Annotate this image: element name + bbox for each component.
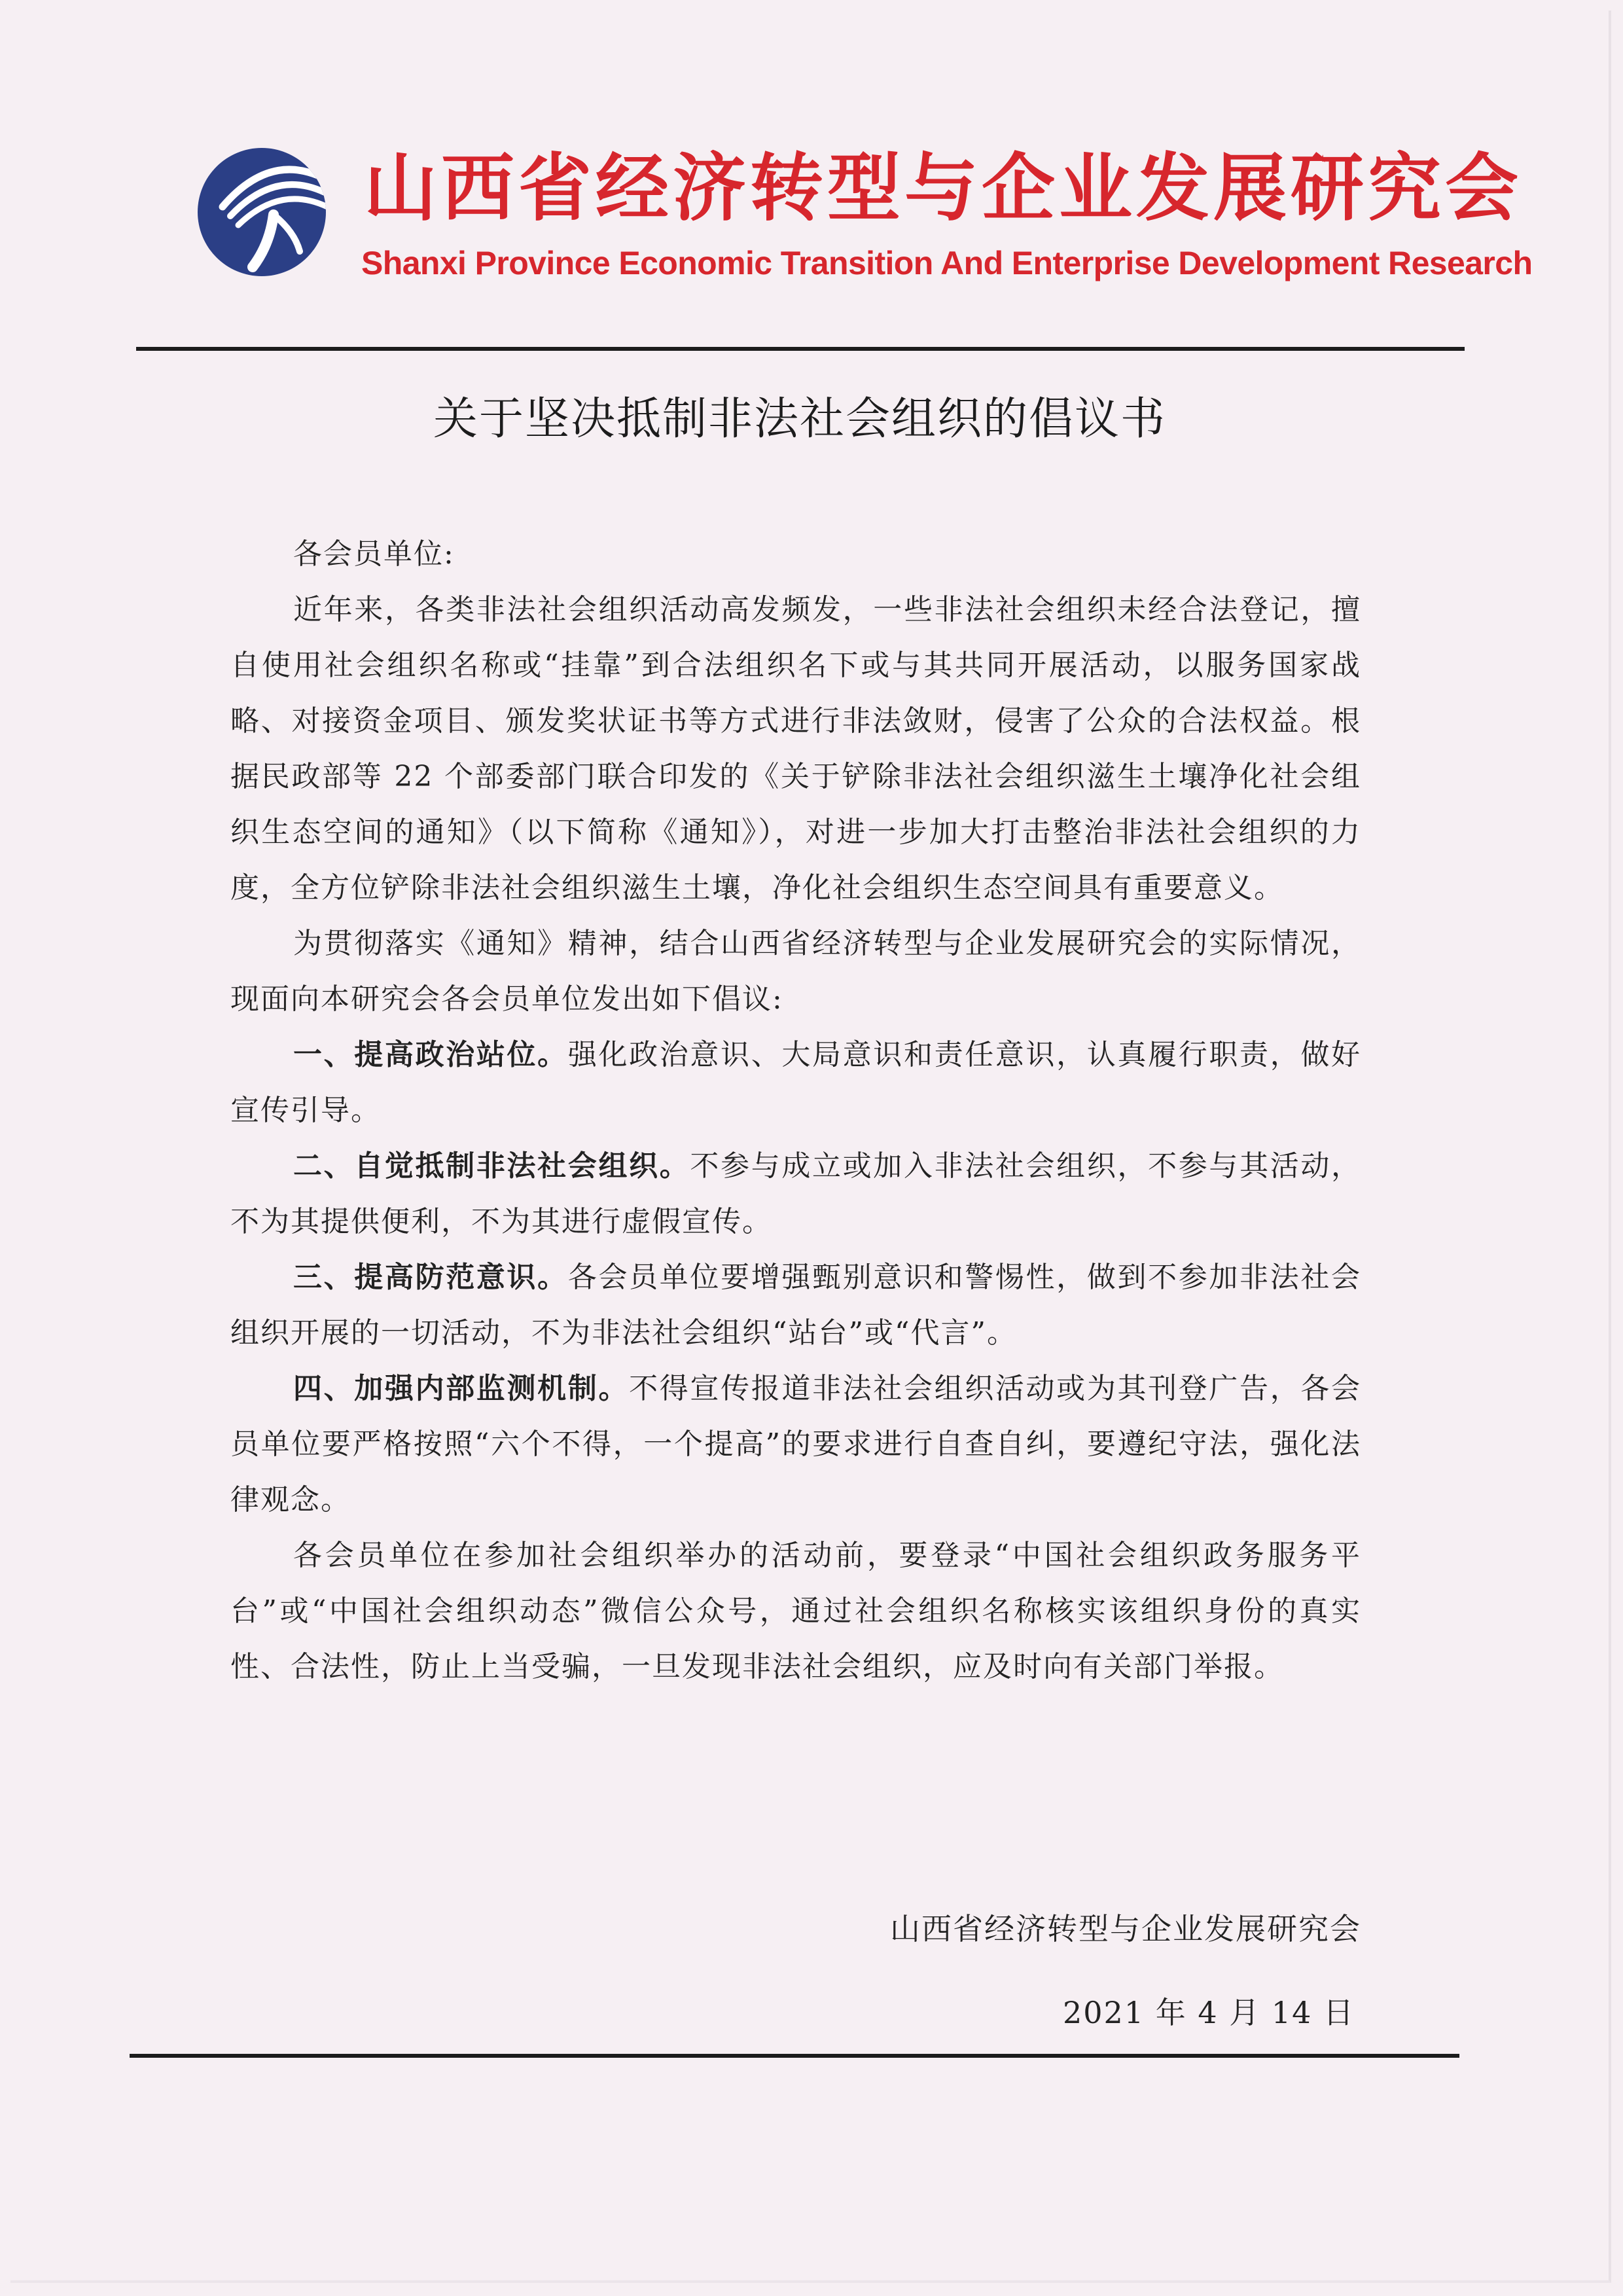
proposal-item-1 xyxy=(230,1027,1361,1138)
proposal-item-3 xyxy=(230,1249,1361,1361)
organization-logo-icon xyxy=(196,147,327,278)
proposal-item-2-heading: 二、自觉抵制非法社会组织。 xyxy=(293,1149,690,1183)
salutation: 各会员单位: xyxy=(293,537,455,571)
header-divider xyxy=(136,347,1465,351)
paragraph-closing: 各会员单位在参加社会组织举办的活动前，要登录“中国社会组织政务服务平台”或“中国社会组织动态”微信公众号，通过社会组织名称核实该组织身份的真实性、合法性，防止上当受骗，一旦发现非法社会组织，应及时向有关部门举报。 xyxy=(230,1539,1361,1683)
proposal-item-2 xyxy=(230,1138,1361,1249)
proposal-item-1-text: 强化政治意识、大局意识和责任意识，认真履行职责，做好宣传引导。 xyxy=(230,1038,1362,1127)
proposal-item-4-heading: 四、加强内部监测机制。 xyxy=(293,1372,630,1405)
proposal-item-3-heading: 三、提高防范意识。 xyxy=(293,1261,568,1294)
footer-divider xyxy=(130,2054,1459,2058)
proposal-item-4 xyxy=(230,1361,1361,1528)
signature-date: 2021 年 4 月 14 日 xyxy=(1063,1995,1355,2030)
organization-name-english: Shanxi Province Economic Transition And Enterprise Development Research xyxy=(361,245,1533,281)
proposal-item-4-text: 不得宣传报道非法社会组织活动或为其刊登广告，各会员单位要严格按照“六个不得，一个提高”的要求进行自查自纠，要遵纪守法，强化法律观念。 xyxy=(230,1372,1362,1516)
document-title: 关于坚决抵制非法社会组织的倡议书 xyxy=(433,393,1166,445)
proposal-item-3-text: 各会员单位要增强甄别意识和警惕性，做到不参加非法社会组织开展的一切活动，不为非法社会组织“站台”或“代言”。 xyxy=(230,1261,1362,1350)
paragraph-purpose: 为贯彻落实《通知》精神，结合山西省经济转型与企业发展研究会的实际情况，现面向本研究会各会员单位发出如下倡议: xyxy=(230,927,1361,1016)
paragraph-intro: 近年来，各类非法社会组织活动高发频发，一些非法社会组织未经合法登记，擅自使用社会组织名称或“挂靠”到合法组织名下或与其共同开展活动，以服务国家战略、对接资金项目、颁发奖状证书等方式进行非法敛财，侵害了公众的合法权益。根据民政部等 22 个部委部门联合印发的《关于铲除非法社会组织滋生土壤净化社会组织生态空间的通知》（以下简称《通知》），对进一步加大打击整治非法社会组织的力度，全方位铲除非法社会组织滋生土壤，净化社会组织生态空间具有重要意义。 xyxy=(230,593,1361,905)
signature-organization: 山西省经济转型与企业发展研究会 xyxy=(890,1911,1361,1946)
document-body xyxy=(230,526,1361,1695)
organization-name-chinese: 山西省经济转型与企业发展研究会 xyxy=(364,146,1522,231)
proposal-item-2-text: 不参与成立或加入非法社会组织，不参与其活动，不为其提供便利，不为其进行虚假宣传。 xyxy=(230,1149,1362,1238)
proposal-item-1-heading: 一、提高政治站位。 xyxy=(293,1038,568,1071)
